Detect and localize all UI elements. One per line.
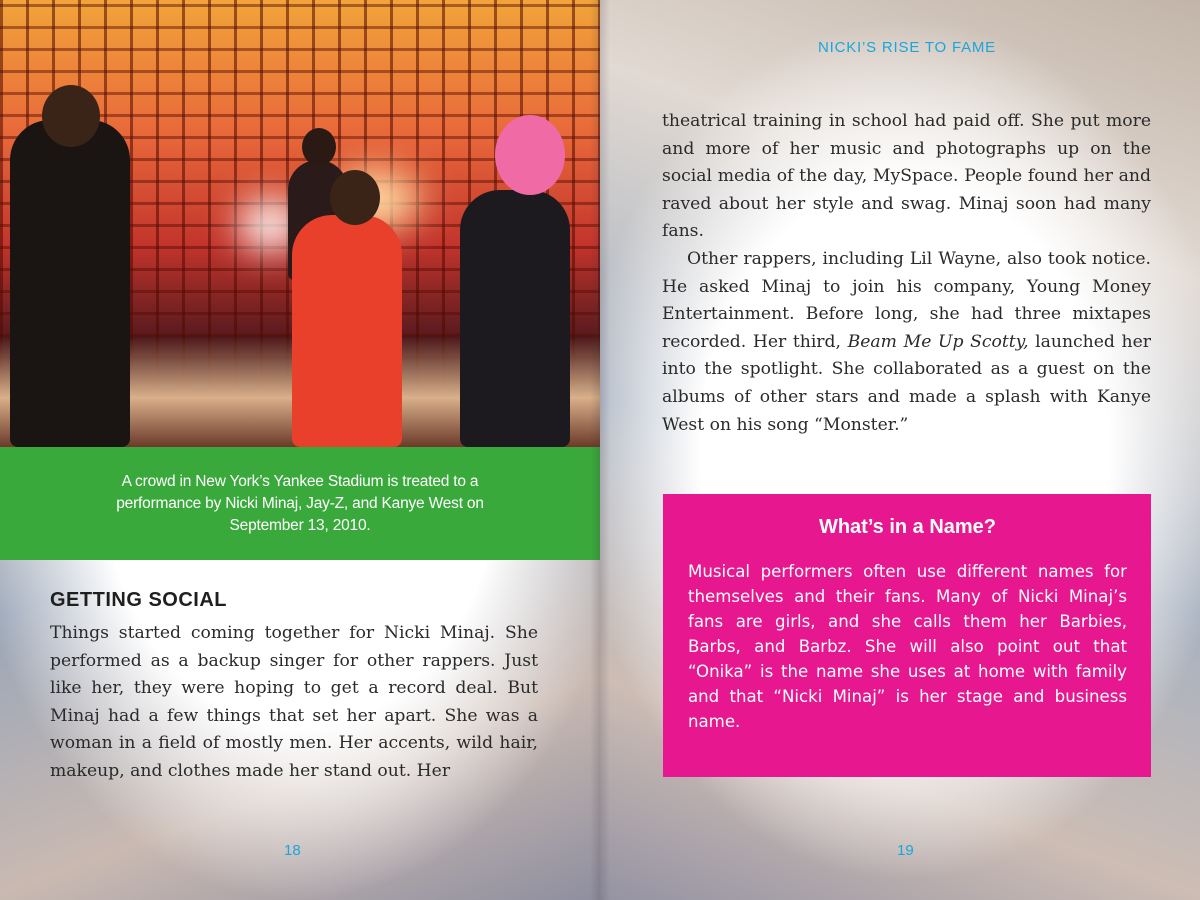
- sidebar-title: What’s in a Name?: [818, 516, 997, 538]
- right-paragraph-2: [662, 246, 1151, 439]
- sidebar-box: [663, 494, 1151, 777]
- paragraph-2-end: launched her into the spotlight. She collaborated as a guest on the albums of other stars and made a splash with Kanye West on his song “Monster.”: [662, 331, 1151, 435]
- right-page: [600, 0, 1200, 900]
- performer-right: [460, 190, 570, 447]
- mixtape-title: Beam Me Up Scotty,: [847, 331, 1029, 352]
- right-body-text: [662, 108, 1151, 439]
- photo-caption-box: [0, 447, 600, 560]
- performer-left-head: [42, 85, 100, 147]
- page-number-left: 18: [284, 842, 301, 859]
- left-body-text: Things started coming together for Nicki Minaj. She performed as a backup singer for other rappers. Just like her, they were hoping to get a record deal. But Minaj had a few things that set her apart. She was a woman in a field of mostly men. Her accents, wild hair, makeup, and clothes made her stand out. Her: [50, 623, 538, 781]
- book-gutter: [590, 0, 610, 900]
- section-heading: GETTING SOCIAL: [50, 589, 227, 611]
- performer-center-head: [330, 170, 380, 225]
- page-number-right: 19: [897, 842, 914, 859]
- performer-left: [10, 120, 130, 447]
- concert-photo: [0, 0, 600, 447]
- running-head: NICKI’S RISE TO FAME: [818, 39, 996, 56]
- photo-caption: A crowd in New York’s Yankee Stadium is treated to a performance by Nicki Minaj, Jay-Z, and Kanye West on September 13, 2010.: [116, 472, 484, 534]
- performer-right-head: [495, 115, 565, 195]
- sidebar-body: Musical performers often use different names for themselves and their fans. Many of Nicki Minaj’s fans are girls, and she calls them her Barbies, Barbs, and Barbz. She will also point out that “Onika” is the name she uses at home with family and that “Nicki Minaj” is her stage and business name.: [688, 562, 1127, 731]
- paragraph-2-start: Other rappers, including Lil Wayne, also took notice. He asked Minaj to join his company, Young Money Entertainment. Before long, she had three mixtapes recorded. Her third,: [662, 248, 1151, 352]
- background-musician-head: [302, 128, 336, 166]
- performer-center: [292, 215, 402, 447]
- right-paragraph-1: theatrical training in school had paid off. She put more and more of her music and photographs up on the social media of the day, MySpace. People found her and raved about her style and swag. Minaj soon had many fans.: [662, 111, 1151, 242]
